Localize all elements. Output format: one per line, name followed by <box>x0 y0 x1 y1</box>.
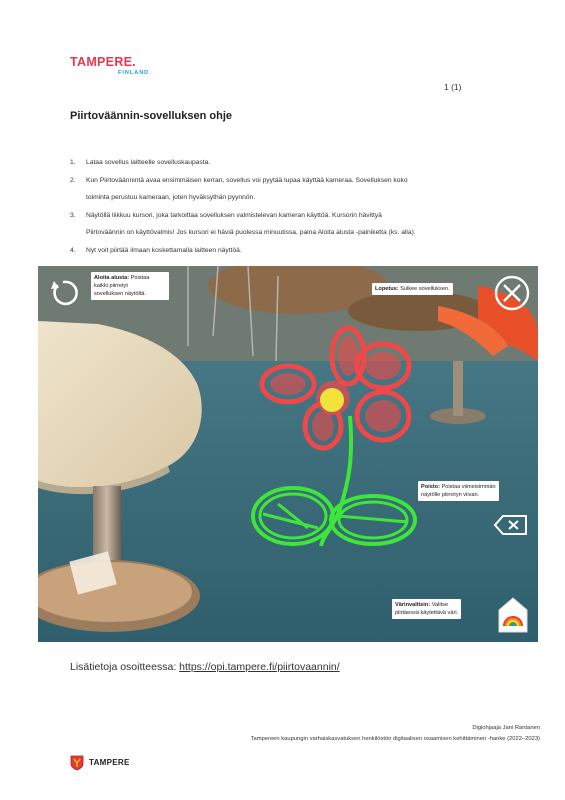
step-text: toiminta perustuu kameraan, joten hyväksythän pyynnön. <box>86 194 256 202</box>
erase-label-text-2: näytölle piirretyn viivan. <box>421 492 480 498</box>
backspace-icon[interactable] <box>493 514 529 536</box>
more-info <box>70 661 340 673</box>
step-number: 1. <box>70 159 76 166</box>
color-picker-label-text-2: piirtäessä käytettävä väri. <box>395 610 459 616</box>
step-number: 3. <box>70 211 76 219</box>
erase-label-text-1: Poistaa viimeisimmän <box>439 484 496 490</box>
logo-text: TAMPERE. <box>70 55 137 69</box>
step-item <box>70 242 540 260</box>
step-number: 2. <box>70 176 76 184</box>
more-info-link[interactable]: https://opi.tampere.fi/piirtovaannin/ <box>179 661 340 673</box>
exit-label-text: Sulkee sovelluksen. <box>398 286 450 292</box>
color-picker-label <box>392 599 461 619</box>
step-text: Piirtoväännin on käyttövalmis! Jos kursori ei häviä puolessa minuutissa, paina Aloita alusta -painiketta (ks. alla). <box>86 229 416 237</box>
page-number: 1 (1) <box>444 82 462 92</box>
document-title: Piirtoväännin-sovelluksen ohje <box>70 110 232 122</box>
step-text: Näytöllä liikkuu kursori, joka tarkoittaa sovelluksen valmistelevan kameran käyttöä. Kursorin hävittyä <box>86 211 382 219</box>
color-picker-label-title: Värinvalitsin: <box>395 602 431 608</box>
footer-logo-text: TAMPERE <box>89 758 130 767</box>
erase-label <box>418 481 499 501</box>
camera-scene <box>38 266 538 642</box>
exit-label-title: Lopetus: <box>375 286 399 292</box>
step-text: Kun Piirtoväännintä avaa ensimmäisen kerran, sovellus voi pyytää lupaa käyttää kameraa. Sovelluksen koko <box>86 176 408 184</box>
restart-label-text-3: sovelluksen näytöltä. <box>94 291 146 297</box>
close-icon[interactable] <box>493 274 531 312</box>
instruction-list <box>70 154 540 260</box>
color-picker-label-text-1: Valitse <box>430 602 449 608</box>
exit-label <box>372 283 453 295</box>
project-credit: Tampereen kaupungin varhaiskasvatuksen henkilöstön digitaalisen osaamisen kehittäminen -hanke (2022–2023) <box>250 736 540 742</box>
more-info-label: Lisätietoja osoitteessa: <box>70 661 180 673</box>
step-item-continued <box>70 189 540 207</box>
step-item <box>70 172 540 190</box>
step-item <box>70 154 540 172</box>
restart-label-title: Aloita alusta: <box>94 275 130 281</box>
step-text: Nyt voit piirtää ilmaan koskettamalla laitteen näyttöä. <box>86 246 242 254</box>
app-screenshot <box>38 266 538 642</box>
restart-label <box>91 272 169 300</box>
step-item-continued <box>70 224 540 242</box>
author-credit: Digiohjaaja Jani Rantanen <box>472 725 540 731</box>
restart-label-text-1: Poistaa <box>129 275 150 281</box>
restart-label-text-2: kaikki piirretyt <box>94 283 128 289</box>
tampere-finland-logo <box>70 55 160 81</box>
logo-subtext: FINLAND <box>118 70 150 76</box>
step-item <box>70 207 540 225</box>
step-number: 4. <box>70 246 76 254</box>
restart-icon[interactable] <box>47 276 81 310</box>
coat-of-arms-icon <box>70 755 84 771</box>
rainbow-house-icon[interactable] <box>497 596 529 634</box>
erase-label-title: Poisto: <box>421 484 440 490</box>
step-text: Lataa sovellus laitteelle sovelluskaupasta. <box>86 159 211 166</box>
